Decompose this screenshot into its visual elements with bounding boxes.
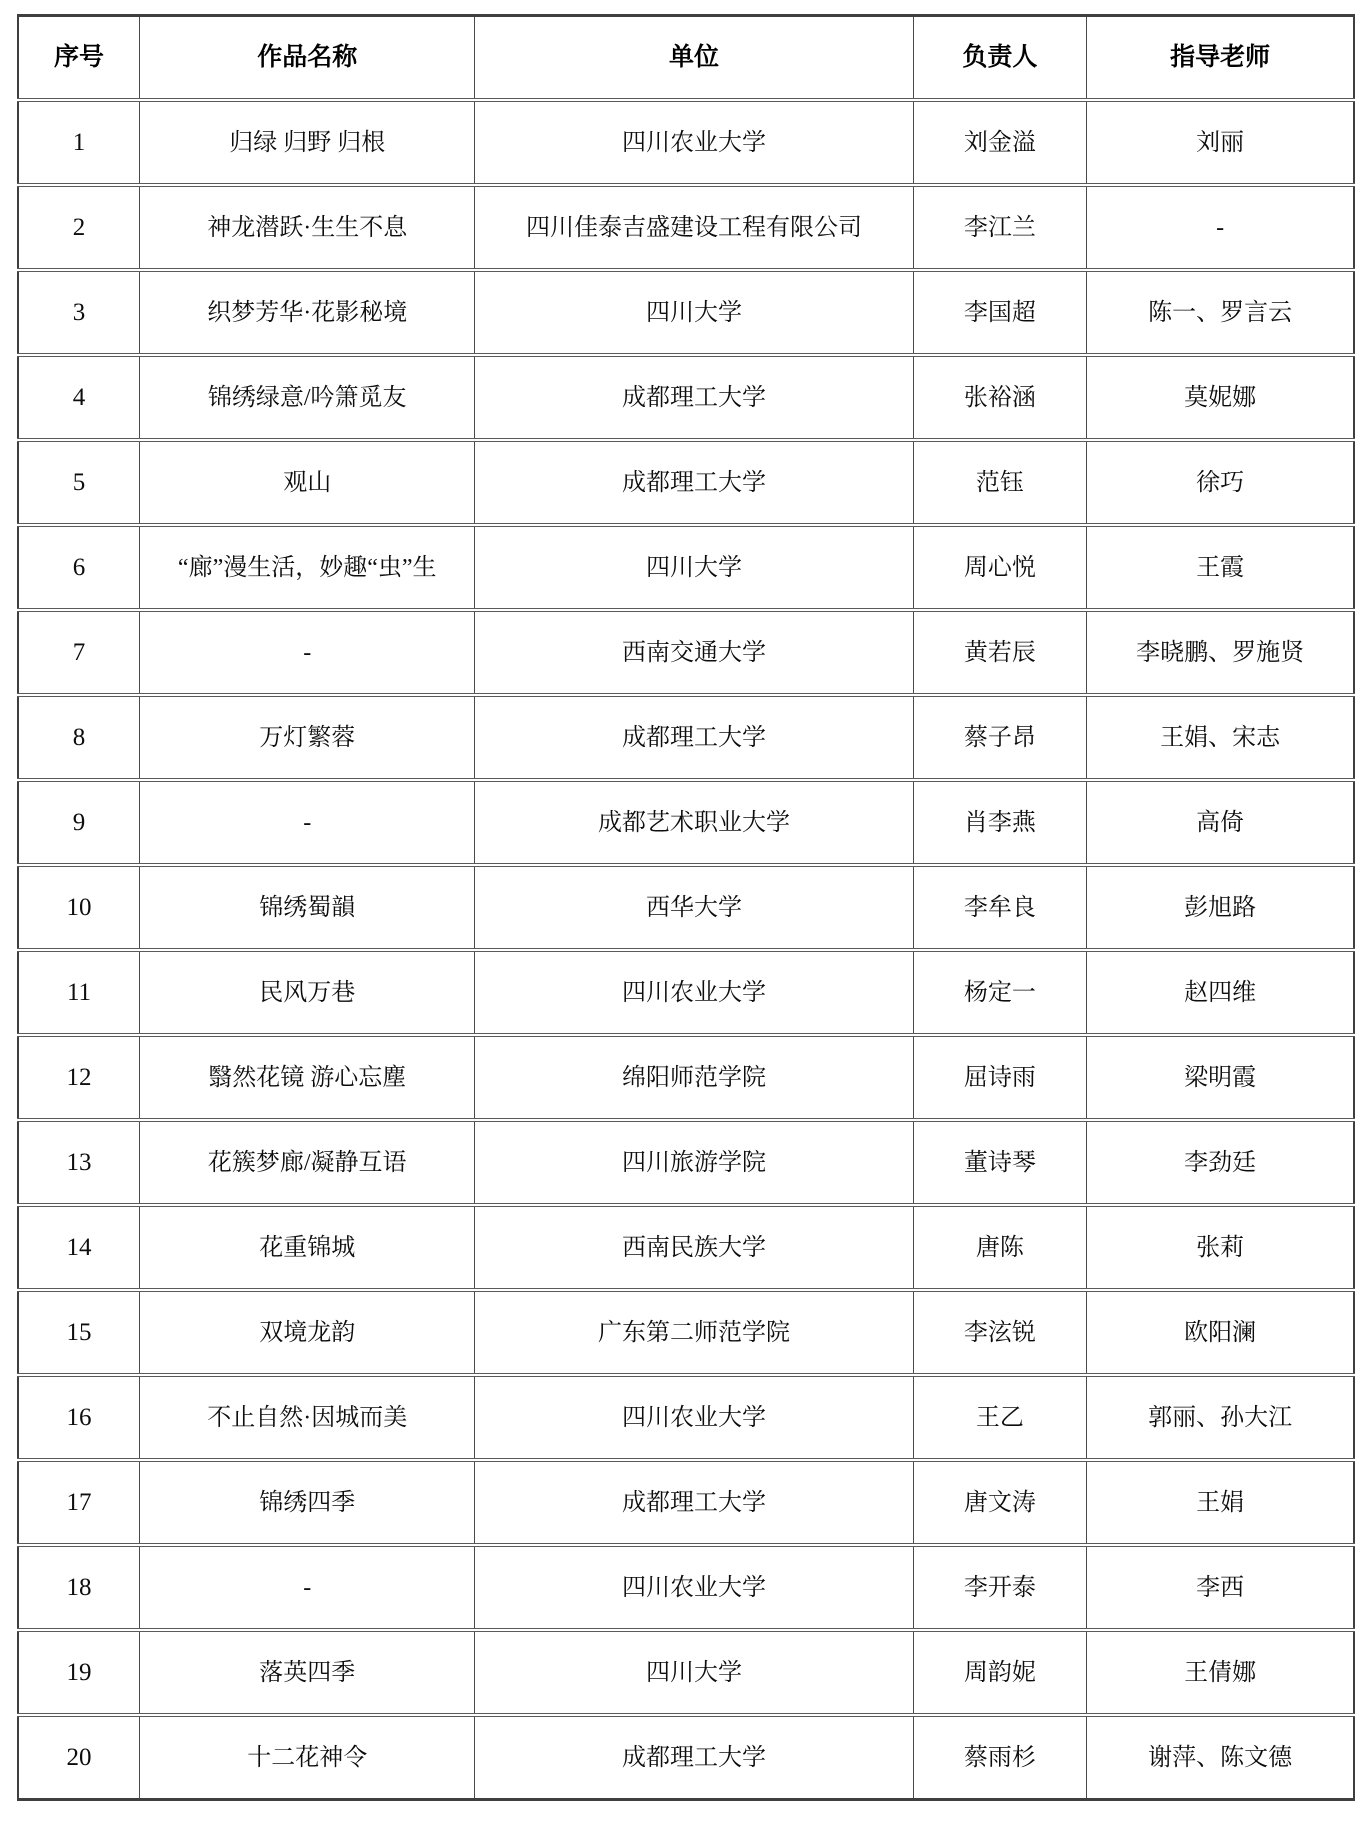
table-row [18,950,1354,1035]
cell-leader: 范钰 [913,440,1087,525]
cell-leader: 刘金溢 [913,100,1087,185]
cell-leader: 唐文涛 [913,1460,1087,1545]
table-row [18,185,1354,270]
table-row [18,1545,1354,1630]
cell-unit: 四川农业大学 [475,100,913,185]
cell-title: 翳然花镜 游心忘塵 [140,1035,475,1120]
cell-index: 6 [18,525,140,610]
cell-index: 5 [18,440,140,525]
cell-leader: 李开泰 [913,1545,1087,1630]
column-header-leader: 负责人 [913,16,1087,101]
cell-teacher: - [1087,185,1354,270]
cell-index: 4 [18,355,140,440]
cell-unit: 四川农业大学 [475,1375,913,1460]
cell-unit: 成都理工大学 [475,440,913,525]
header-row [18,16,1354,101]
cell-teacher: 张莉 [1087,1205,1354,1290]
cell-title: “廊”漫生活，妙趣“虫”生 [140,525,475,610]
table-row [18,1205,1354,1290]
cell-leader: 李牟良 [913,865,1087,950]
cell-unit: 四川农业大学 [475,950,913,1035]
cell-index: 8 [18,695,140,780]
cell-unit: 成都艺术职业大学 [475,780,913,865]
cell-teacher: 王霞 [1087,525,1354,610]
column-header-unit: 单位 [475,16,913,101]
cell-title: - [140,1545,475,1630]
cell-title: - [140,780,475,865]
cell-teacher: 赵四维 [1087,950,1354,1035]
cell-title: 观山 [140,440,475,525]
table-row [18,355,1354,440]
cell-unit: 四川大学 [475,525,913,610]
cell-teacher: 徐巧 [1087,440,1354,525]
cell-title: 归绿 归野 归根 [140,100,475,185]
cell-index: 17 [18,1460,140,1545]
cell-leader: 唐陈 [913,1205,1087,1290]
cell-title: 民风万巷 [140,950,475,1035]
table-body [18,100,1354,1800]
cell-teacher: 梁明霞 [1087,1035,1354,1120]
cell-unit: 绵阳师范学院 [475,1035,913,1120]
cell-unit: 四川农业大学 [475,1545,913,1630]
cell-leader: 蔡子昂 [913,695,1087,780]
cell-unit: 四川大学 [475,1630,913,1715]
cell-leader: 黄若辰 [913,610,1087,695]
table-row [18,270,1354,355]
cell-teacher: 王娟、宋志 [1087,695,1354,780]
cell-leader: 周韵妮 [913,1630,1087,1715]
cell-leader: 董诗琴 [913,1120,1087,1205]
cell-title: 万灯繁蓉 [140,695,475,780]
cell-leader: 张裕涵 [913,355,1087,440]
cell-title: 锦绣蜀韻 [140,865,475,950]
cell-index: 10 [18,865,140,950]
cell-title: 不止自然·因城而美 [140,1375,475,1460]
cell-index: 7 [18,610,140,695]
table-row [18,1035,1354,1120]
table-row [18,610,1354,695]
cell-index: 12 [18,1035,140,1120]
cell-unit: 成都理工大学 [475,1460,913,1545]
cell-index: 3 [18,270,140,355]
cell-index: 18 [18,1545,140,1630]
cell-teacher: 彭旭路 [1087,865,1354,950]
cell-teacher: 刘丽 [1087,100,1354,185]
cell-teacher: 郭丽、孙大江 [1087,1375,1354,1460]
cell-unit: 成都理工大学 [475,1715,913,1800]
table-row [18,525,1354,610]
cell-index: 13 [18,1120,140,1205]
table-row [18,1375,1354,1460]
cell-leader: 周心悦 [913,525,1087,610]
table-row [18,1630,1354,1715]
cell-title: 神龙潜跃·生生不息 [140,185,475,270]
cell-index: 11 [18,950,140,1035]
cell-leader: 蔡雨杉 [913,1715,1087,1800]
cell-leader: 杨定一 [913,950,1087,1035]
table-row [18,1120,1354,1205]
cell-index: 14 [18,1205,140,1290]
cell-unit: 西南民族大学 [475,1205,913,1290]
cell-index: 9 [18,780,140,865]
table-row [18,1460,1354,1545]
cell-leader: 李泫锐 [913,1290,1087,1375]
cell-title: 落英四季 [140,1630,475,1715]
table-row [18,695,1354,780]
table-row [18,100,1354,185]
cell-unit: 广东第二师范学院 [475,1290,913,1375]
cell-leader: 屈诗雨 [913,1035,1087,1120]
cell-index: 16 [18,1375,140,1460]
cell-index: 1 [18,100,140,185]
cell-teacher: 欧阳澜 [1087,1290,1354,1375]
cell-teacher: 王倩娜 [1087,1630,1354,1715]
cell-unit: 四川大学 [475,270,913,355]
cell-unit: 成都理工大学 [475,695,913,780]
table-row [18,865,1354,950]
cell-teacher: 陈一、罗言云 [1087,270,1354,355]
cell-leader: 李江兰 [913,185,1087,270]
cell-unit: 四川旅游学院 [475,1120,913,1205]
table-row [18,1715,1354,1800]
cell-title: 花簇梦廊/凝静互语 [140,1120,475,1205]
cell-teacher: 莫妮娜 [1087,355,1354,440]
cell-unit: 西华大学 [475,865,913,950]
cell-title: 锦绣绿意/吟箫觅友 [140,355,475,440]
cell-leader: 王乙 [913,1375,1087,1460]
cell-unit: 西南交通大学 [475,610,913,695]
cell-teacher: 李西 [1087,1545,1354,1630]
cell-title: - [140,610,475,695]
cell-teacher: 李劲廷 [1087,1120,1354,1205]
cell-teacher: 李晓鹏、罗施贤 [1087,610,1354,695]
cell-index: 15 [18,1290,140,1375]
cell-index: 19 [18,1630,140,1715]
works-table [17,14,1355,1801]
cell-title: 双境龙韵 [140,1290,475,1375]
table-row [18,440,1354,525]
cell-teacher: 谢萍、陈文德 [1087,1715,1354,1800]
column-header-teacher: 指导老师 [1087,16,1354,101]
cell-title: 织梦芳华·花影秘境 [140,270,475,355]
cell-unit: 四川佳泰吉盛建设工程有限公司 [475,185,913,270]
column-header-index: 序号 [18,16,140,101]
cell-index: 2 [18,185,140,270]
cell-title: 花重锦城 [140,1205,475,1290]
cell-unit: 成都理工大学 [475,355,913,440]
cell-teacher: 高倚 [1087,780,1354,865]
cell-leader: 李国超 [913,270,1087,355]
cell-title: 十二花神令 [140,1715,475,1800]
table-row [18,1290,1354,1375]
cell-leader: 肖李燕 [913,780,1087,865]
cell-teacher: 王娟 [1087,1460,1354,1545]
column-header-title: 作品名称 [140,16,475,101]
table-row [18,780,1354,865]
cell-title: 锦绣四季 [140,1460,475,1545]
cell-index: 20 [18,1715,140,1800]
